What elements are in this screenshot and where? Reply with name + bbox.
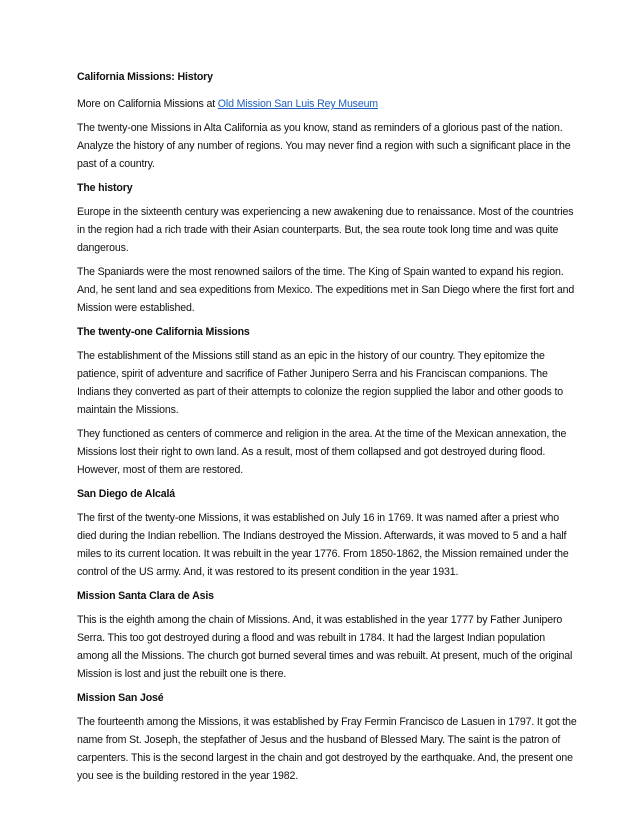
paragraph-missions-commerce: They functioned as centers of commerce and religion in the area. At the time of the Mexican annexation, the Missions lost their right to own land. As a result, most of them collapsed and got destroyed during flood. However, most of them are restored. [77, 428, 567, 476]
paragraph-history-europe: Europe in the sixteenth century was experiencing a new awakening due to renaissance. Most of the countries in the region had a rich trade with their Asian counterparts. But, the sea route took long time and was quite dangerous. [77, 206, 574, 254]
more-on-missions-line [77, 95, 578, 113]
heading-santa-clara: Mission Santa Clara de Asis [77, 590, 214, 602]
museum-link[interactable]: Old Mission San Luis Rey Museum [217, 98, 378, 110]
heading-san-jose: Mission San José [77, 692, 164, 704]
paragraph-history-spaniards: The Spaniards were the most renowned sailors of the time. The King of Spain wanted to expand his region. And, he sent land and sea expeditions from Mexico. The expeditions met in San Diego where the first fort and Mission were established. [77, 266, 575, 314]
paragraph-santa-clara: This is the eighth among the chain of Missions. And, it was established in the year 1777 by Father Junipero Serra. This too got destroyed during a flood and was rebuilt in 1784. It had the largest Indian population among all the Missions. The church got burned several times and was rebuilt. At present, much of the original Mission is lost and just the rebuilt one is there. [77, 614, 573, 680]
heading-twenty-one-missions: The twenty-one California Missions [77, 326, 250, 338]
heading-the-history: The history [77, 182, 133, 194]
intro-paragraph: The twenty-one Missions in Alta California as you know, stand as reminders of a glorious past of the nation. Analyze the history of any number of regions. You may never find a region with such a significant place in the past of a country. [77, 122, 571, 170]
paragraph-missions-establishment: The establishment of the Missions still stand as an epic in the history of our country. They epitomize the patience, spirit of adventure and sacrifice of Father Junipero Serra and his Franciscan companions. The Indians they converted as part of their attempts to colonize the region supplied the labor and other goods to maintain the Missions. [77, 350, 563, 416]
paragraph-san-diego: The first of the twenty-one Missions, it was established on July 16 in 1769. It was named after a priest who died during the Indian rebellion. The Indians destroyed the Mission. Afterwards, it was moved to 5 and a half miles to its current location. It was rebuilt in the year 1776. From 1850-1862, the Mission remained under the control of the US army. And, it was restored to its present condition in the year 1931. [77, 512, 569, 578]
document-title: California Missions: History [77, 71, 213, 83]
heading-san-diego: San Diego de Alcalá [77, 488, 176, 500]
more-on-missions-prefix: More on California Missions at [77, 98, 218, 110]
paragraph-san-jose: The fourteenth among the Missions, it was established by Fray Fermin Francisco de Lasuen in 1797. It got the name from St. Joseph, the stepfather of Jesus and the husband of Blessed Mary. The saint is the patron of carpenters. This is the second largest in the chain and got destroyed by the earthquake. And, the present one you see is the building restored in the year 1982. [77, 716, 577, 782]
